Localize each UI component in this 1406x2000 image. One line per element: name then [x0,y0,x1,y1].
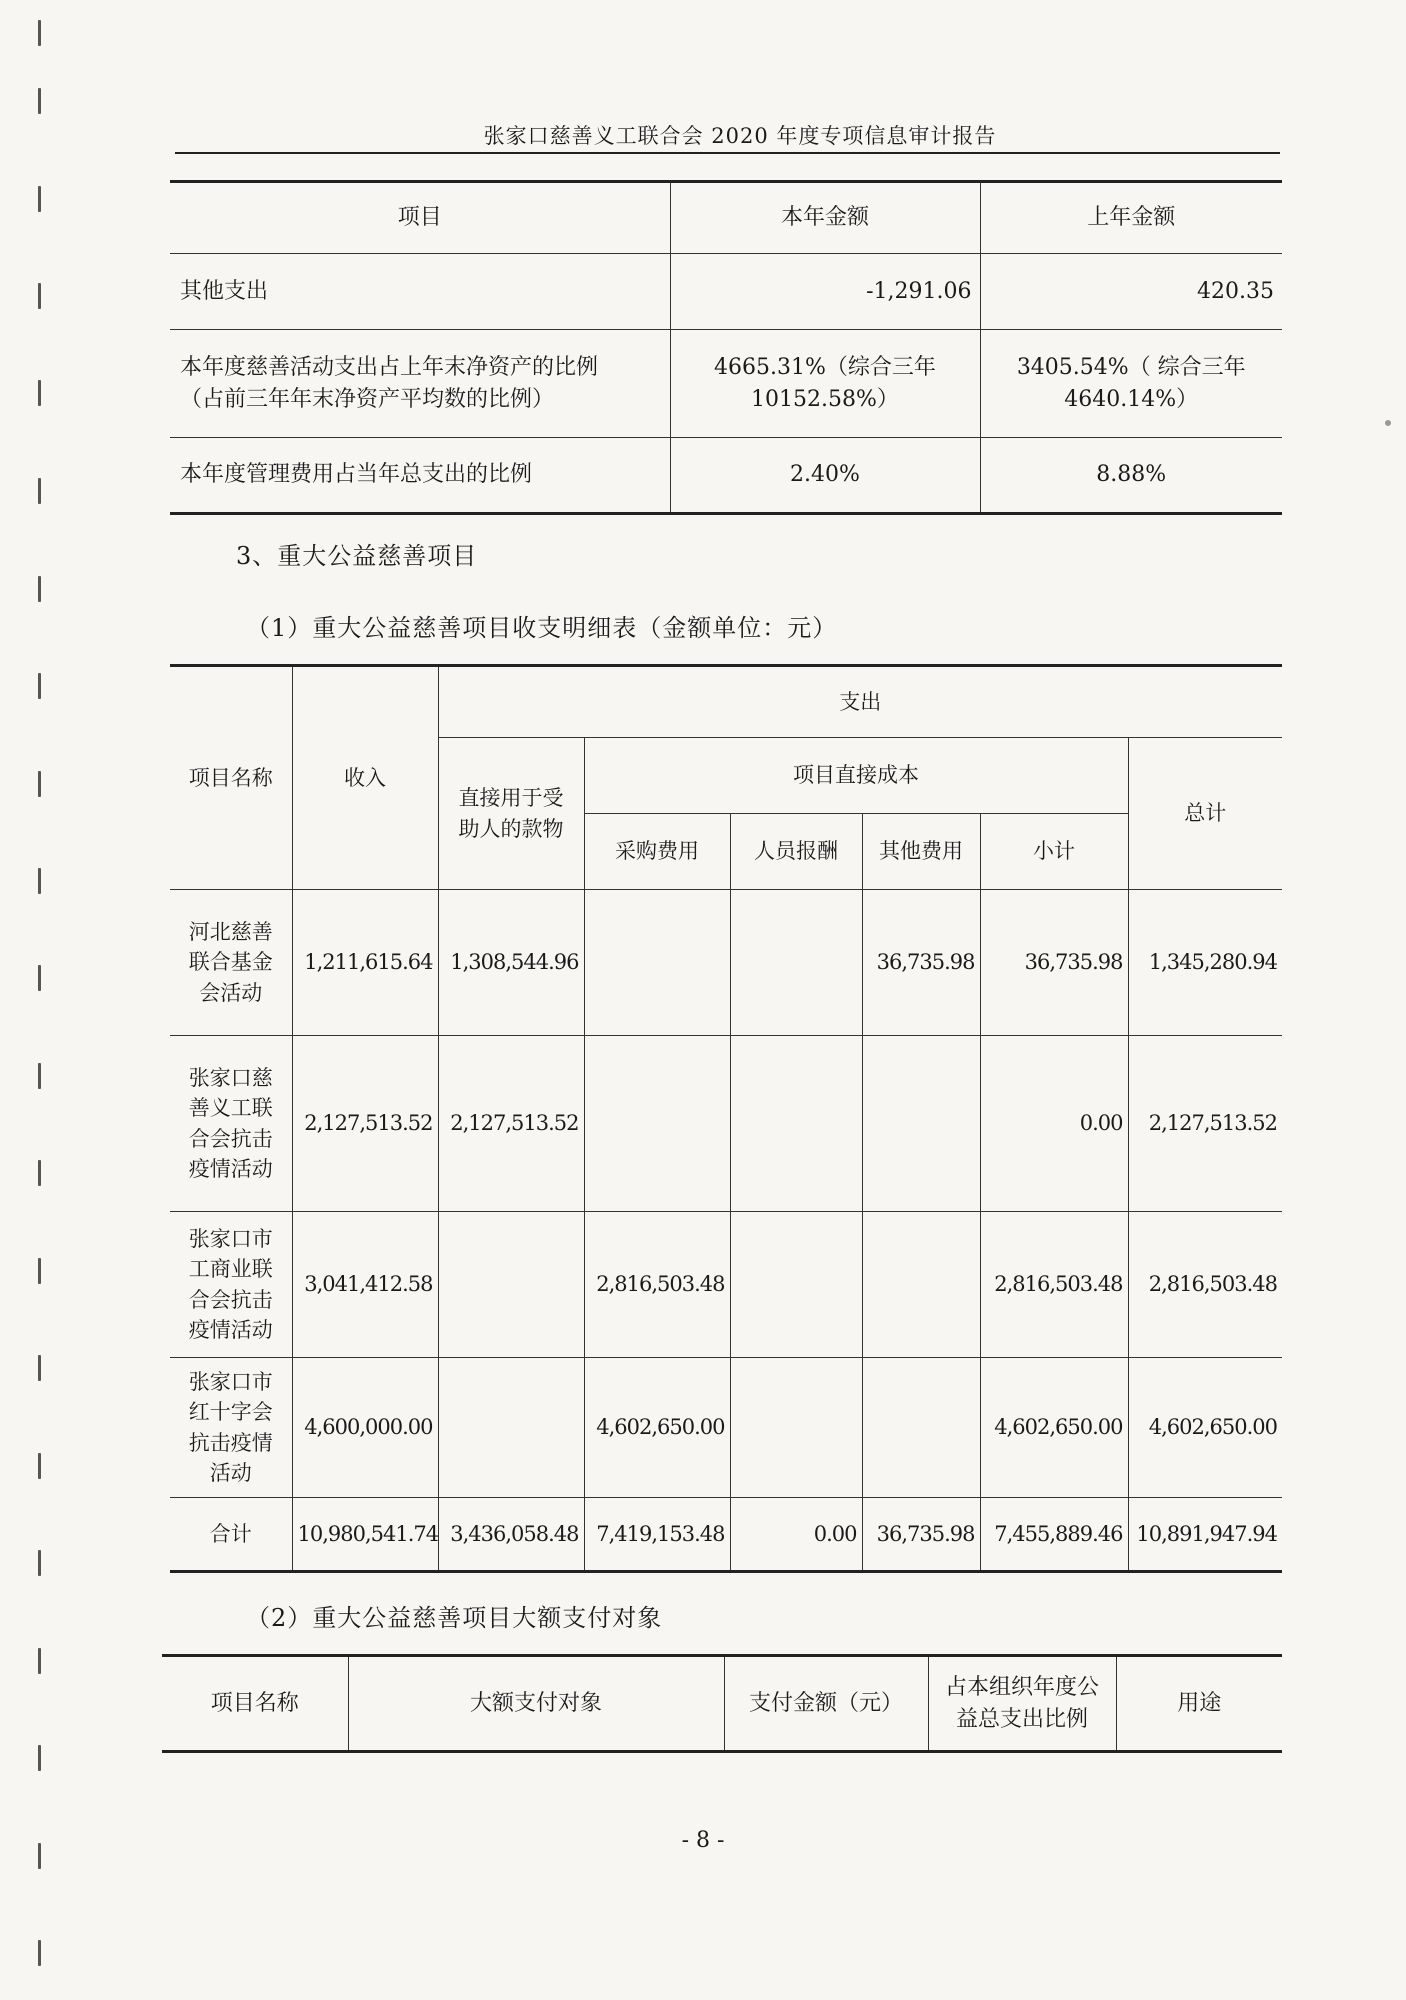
col-header-name: 项目名称 [170,666,292,890]
binding-mark [38,283,41,309]
binding-mark [38,673,41,699]
col-header-income: 收入 [292,666,438,890]
other-cell [862,1358,980,1498]
staff-cell [730,890,862,1036]
table-row [170,330,1282,438]
ratio-table [170,180,1282,515]
name-line: 张家口市 [188,1369,273,1394]
binding-mark [38,20,41,46]
name-line: 红十字会 [188,1400,273,1425]
col-header-direct [438,738,584,890]
col-header-previous: 上年金额 [980,182,1282,254]
income-cell: 2,127,513.52 [292,1036,438,1212]
direct-cell [438,1358,584,1498]
binding-mark [38,186,41,212]
subtotal-cell: 0.00 [980,1036,1128,1212]
total-cell: 1,345,280.94 [1128,890,1282,1036]
staff-cell [730,1358,862,1498]
header-line: 占本组织年度公 [944,1674,1099,1700]
purchase-cell: 7,419,153.48 [584,1498,730,1572]
name-line: 抗击疫情 [188,1430,273,1455]
scan-speck [1385,420,1391,426]
table-row [170,890,1282,1036]
header-line: 助人的款物 [458,816,564,841]
binding-mark [38,1258,41,1284]
subtotal-cell: 4,602,650.00 [980,1358,1128,1498]
col-header-subtotal: 小计 [980,814,1128,890]
table-row [170,1212,1282,1358]
direct-cell: 1,308,544.96 [438,890,584,1036]
value-line: 3405.54%（ 综合三年 [1016,354,1246,380]
previous-value [980,330,1282,438]
total-cell: 2,127,513.52 [1128,1036,1282,1212]
col-header-current: 本年金额 [670,182,980,254]
name-line: 张家口慈 [188,1065,273,1090]
col-header-name: 项目名称 [162,1656,348,1752]
name-line: 合会抗击 [188,1126,273,1151]
other-cell: 36,735.98 [862,890,980,1036]
staff-cell: 0.00 [730,1498,862,1572]
binding-mark [38,88,41,114]
col-header-staff: 人员报酬 [730,814,862,890]
col-header-purpose: 用途 [1116,1656,1282,1752]
col-header-expense: 支出 [438,666,1282,738]
col-header-amount: 支付金额（元） [724,1656,928,1752]
table-row [170,1358,1282,1498]
previous-value: 420.35 [980,254,1282,330]
row-label: 其他支出 [170,254,670,330]
binding-mark [38,1355,41,1381]
report-header-title: 张家口慈善义工联合会 2020 年度专项信息审计报告 [483,124,997,148]
purchase-cell: 4,602,650.00 [584,1358,730,1498]
row-label-line: 本年度慈善活动支出占上年末净资产的比例 [180,354,599,380]
row-label-line: （占前三年年末净资产平均数的比例） [180,386,555,412]
col-header-other: 其他费用 [862,814,980,890]
binding-mark [38,965,41,991]
col-header-total: 总计 [1128,738,1282,890]
project-name [170,890,292,1036]
value-line: 4640.14%） [1064,386,1199,412]
row-label: 本年度管理费用占当年总支出的比例 [170,438,670,514]
other-cell: 36,735.98 [862,1498,980,1572]
direct-cell [438,1212,584,1358]
table-row [170,1036,1282,1212]
purchase-cell [584,1036,730,1212]
project-name [170,1036,292,1212]
name-line: 张家口市 [188,1226,273,1251]
table-header-row [170,666,1282,738]
table-total-row [170,1498,1282,1572]
name-line: 合会抗击 [188,1287,273,1312]
binding-mark [38,478,41,504]
name-line: 活动 [209,1460,252,1485]
value-line: 4665.31%（综合三年 [714,354,936,380]
col-header-payee: 大额支付对象 [348,1656,724,1752]
binding-mark [38,868,41,894]
col-header-ratio [928,1656,1116,1752]
row-label [170,330,670,438]
purchase-cell [584,890,730,1036]
total-cell: 2,816,503.48 [1128,1212,1282,1358]
header-line: 直接用于受 [458,786,564,811]
binding-mark [38,771,41,797]
subsection-heading-2: （2）重大公益慈善项目大额支付对象 [246,1604,663,1632]
name-line: 会活动 [199,980,263,1005]
subsection-heading-1: （1）重大公益慈善项目收支明细表（金额单位：元） [246,614,838,642]
total-cell: 10,891,947.94 [1128,1498,1282,1572]
current-value: -1,291.06 [670,254,980,330]
other-cell [862,1036,980,1212]
name-line: 工商业联 [188,1257,273,1282]
subtotal-cell: 36,735.98 [980,890,1128,1036]
direct-cell: 3,436,058.48 [438,1498,584,1572]
project-name [170,1358,292,1498]
project-name [170,1212,292,1358]
binding-mark [38,1550,41,1576]
project-income-expense-table [170,664,1282,1573]
total-cell: 4,602,650.00 [1128,1358,1282,1498]
binding-mark [38,1063,41,1089]
name-line: 联合基金 [188,950,273,975]
purchase-cell: 2,816,503.48 [584,1212,730,1358]
binding-mark [38,1648,41,1674]
binding-mark [38,1160,41,1186]
large-payee-table [162,1654,1282,1753]
table-header-row [162,1656,1282,1752]
page-number: - 8 - [681,1828,725,1853]
section-heading: 3、重大公益慈善项目 [236,542,478,570]
binding-mark [38,380,41,406]
binding-mark [38,1453,41,1479]
name-line: 河北慈善 [188,919,273,944]
col-header-direct-cost: 项目直接成本 [584,738,1128,814]
table-row [170,254,1282,330]
current-value: 2.40% [670,438,980,514]
binding-mark [38,1843,41,1869]
previous-value: 8.88% [980,438,1282,514]
current-value [670,330,980,438]
name-line: 善义工联 [188,1096,273,1121]
subtotal-cell: 2,816,503.48 [980,1212,1128,1358]
binding-mark [38,1745,41,1771]
table-header-row [170,182,1282,254]
income-cell: 3,041,412.58 [292,1212,438,1358]
name-line: 疫情活动 [188,1156,273,1181]
subtotal-cell: 7,455,889.46 [980,1498,1128,1572]
header-line: 益总支出比例 [955,1706,1088,1732]
header-rule [175,152,1280,154]
direct-cell: 2,127,513.52 [438,1036,584,1212]
other-cell [862,1212,980,1358]
value-line: 10152.58%） [751,386,899,412]
name-line: 疫情活动 [188,1317,273,1342]
income-cell: 1,211,615.64 [292,890,438,1036]
staff-cell [730,1036,862,1212]
binding-mark [38,1940,41,1966]
binding-mark [38,576,41,602]
col-header-purchase: 采购费用 [584,814,730,890]
col-header-item: 项目 [170,182,670,254]
table-row [170,438,1282,514]
staff-cell [730,1212,862,1358]
income-cell: 10,980,541.74 [292,1498,438,1572]
income-cell: 4,600,000.00 [292,1358,438,1498]
total-label: 合计 [170,1498,292,1572]
